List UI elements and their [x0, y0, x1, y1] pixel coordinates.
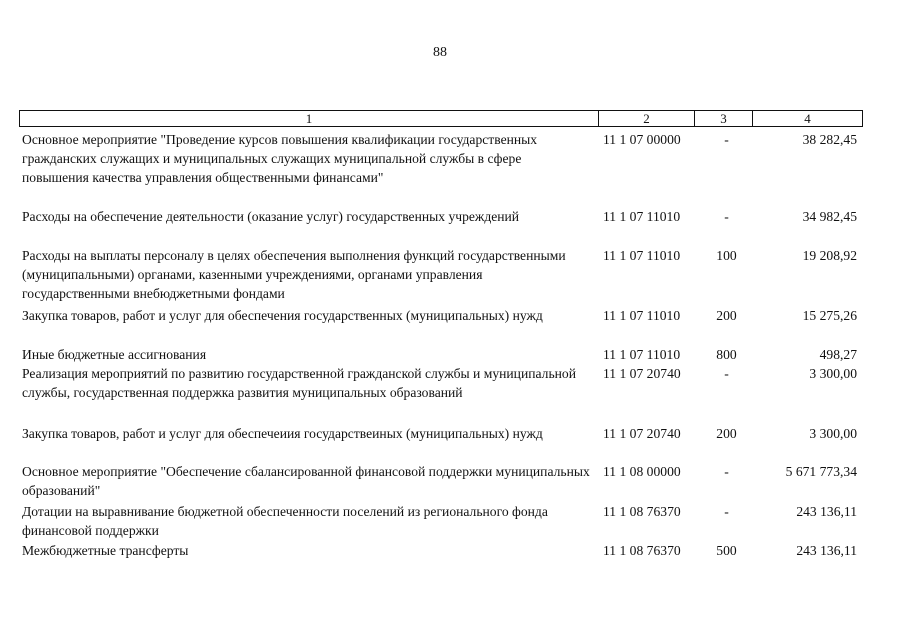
row-name: Закупка товаров, работ и услуг для обеспечения государственных (муниципальных) нужд — [22, 308, 543, 323]
row-type: - — [724, 464, 729, 479]
table-header — [19, 110, 863, 127]
row-type: 200 — [716, 308, 737, 323]
row-sum: 3 300,00 — [809, 426, 857, 441]
row-code: 11 1 07 20740 — [603, 426, 681, 441]
budget-table — [19, 110, 863, 558]
row-type: 800 — [716, 347, 737, 362]
row-type: - — [724, 132, 729, 147]
row-type: 100 — [716, 248, 737, 263]
row-code: 11 1 08 76370 — [603, 543, 681, 558]
table-row — [19, 424, 863, 443]
row-sum: 5 671 773,34 — [785, 464, 857, 479]
table-row — [19, 207, 863, 226]
row-code: 11 1 07 11010 — [603, 248, 681, 263]
row-name: Расходы на выплаты персоналу в целях обеспечения выполнения функций государственными (муниципальными) органами, казенными учреждениями, органами управления государственными внебюджетными фондами — [22, 248, 566, 301]
row-code: 11 1 07 11010 — [603, 308, 681, 323]
table-row — [19, 541, 863, 560]
row-name: Закупка товаров, работ и услуг для обеспечеиия государствеиных (муниципальных) нужд — [22, 426, 543, 441]
row-name: Основное мероприятие "Обеспечение сбалансированной финансовой поддержки муниципальных образований" — [22, 464, 590, 498]
row-code: 11 1 07 20740 — [603, 366, 681, 381]
row-code: 11 1 08 76370 — [603, 504, 681, 519]
row-type: - — [724, 504, 729, 519]
table-row — [19, 306, 863, 325]
row-code: 11 1 07 11010 — [603, 347, 681, 362]
row-sum: 38 282,45 — [802, 132, 857, 147]
header-col-2: 2 — [599, 111, 695, 126]
header-col-3: 3 — [695, 111, 753, 126]
table-row — [19, 364, 863, 402]
row-sum: 243 136,11 — [796, 543, 857, 558]
row-name: Иные бюджетные ассигнования — [22, 347, 207, 362]
table-row — [19, 130, 863, 187]
table-row — [19, 246, 863, 303]
row-type: 500 — [716, 543, 737, 558]
row-sum: 498,27 — [819, 347, 857, 362]
row-type: 200 — [716, 426, 737, 441]
table-row — [19, 345, 863, 364]
table-row — [19, 462, 863, 500]
row-sum: 15 275,26 — [802, 308, 857, 323]
row-name: Основное мероприятие "Проведение курсов повышения квалификации государственных гражданских служащих и муниципальных служащих муниципальной службы в сфере повышения качества управления общественными финансами" — [22, 132, 538, 185]
row-name: Реализация мероприятий по развитию государственной гражданской службы и муниципальной службы, государственная поддержка развития муниципальных образований — [22, 366, 576, 400]
row-code: 11 1 08 00000 — [603, 464, 681, 479]
row-sum: 19 208,92 — [802, 248, 857, 263]
row-sum: 3 300,00 — [809, 366, 857, 381]
row-type: - — [724, 209, 729, 224]
row-sum: 34 982,45 — [802, 209, 857, 224]
row-name: Дотации на выравнивание бюджетной обеспеченности поселений из регионального фонда финансовой поддержки — [22, 504, 548, 538]
table-row — [19, 502, 863, 540]
row-name: Межбюджетные трансферты — [22, 543, 189, 558]
row-name: Расходы на обеспечение деятельности (оказание услуг) государственных учреждений — [22, 209, 520, 224]
row-type: - — [724, 366, 729, 381]
page-number: 88 — [433, 45, 447, 60]
row-code: 11 1 07 11010 — [603, 209, 681, 224]
row-sum: 243 136,11 — [796, 504, 857, 519]
header-col-4: 4 — [804, 111, 811, 126]
header-col-1: 1 — [20, 111, 599, 126]
row-code: 11 1 07 00000 — [603, 132, 681, 147]
